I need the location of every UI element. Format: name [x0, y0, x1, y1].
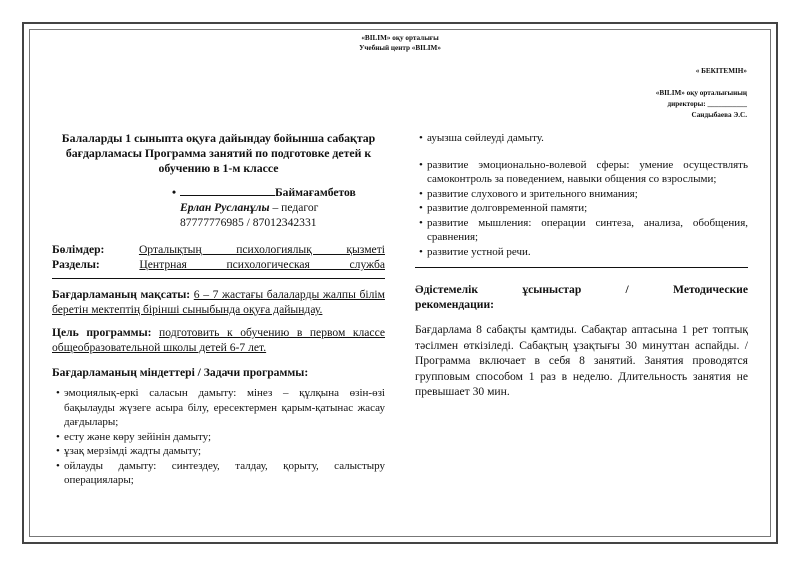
departments-ru-value: Центрная психологическая служба — [139, 258, 385, 271]
goal-kz-label: Бағдарламаның мақсаты: — [52, 288, 191, 301]
divider — [52, 278, 385, 279]
tasks-list-right-kz — [415, 131, 748, 146]
departments-ru-label: Разделы: — [52, 258, 100, 271]
list-item: • эмоциялық-еркі саласын дамыту: мінез – құлқына өзін-өзі бақылауды жүзеге асыра білу, ересектермен қарым-қатынас жасау дағдылары; — [52, 386, 385, 430]
list-item: • ойлауды дамыту: синтездеу, талдау, қорыту, салыстыру операциялары; — [52, 459, 385, 488]
goal-ru-value: подготовить к обучению в первом классе общеобразовательной школы детей 6-7 лет. — [52, 326, 385, 354]
departments-block — [52, 242, 385, 279]
left-column — [52, 131, 385, 488]
tasks-heading: Бағдарламаның міндеттері / Задачи программы: — [52, 366, 309, 379]
author-role: – педагог — [272, 201, 319, 214]
departments-kz-label: Бөлімдер: — [52, 243, 105, 256]
center-header-kz: «BILIM» оқу орталығы — [361, 34, 439, 42]
list-item: • ұзақ мерзімді жадты дамыту; — [52, 444, 385, 459]
program-title: Балаларды 1 сыныпта оқуға дайындау бойынша сабақтар бағдарламасы Программа занятий по подготовке детей к обучению в 1-м классе — [61, 131, 376, 175]
list-item: • развитие мышления: операции синтеза, анализа, обобщения, сравнения; — [415, 216, 748, 245]
list-item: • есту және көру зейінін дамыту; — [52, 430, 385, 445]
list-item: • развитие долговременной памяти; — [415, 201, 748, 216]
goal-kz-value: 6 – 7 жастағы балаларды жалпы білім беретін мектептің бірінші сыныбында оқуға дайындау. — [52, 288, 385, 316]
goal-kz-block — [52, 287, 385, 317]
list-item: • ауызша сөйлеуді дамыту. — [415, 131, 748, 146]
goal-ru-block — [52, 325, 385, 355]
author-block — [172, 185, 385, 230]
departments-kz-value: Орталықтың психологиялық қызметі — [138, 243, 385, 256]
signature-line — [180, 185, 275, 196]
methods-text: Бағдарлама 8 сабақты қамтиды. Сабақтар аптасына 1 рет топтық тәсілмен өткізіледі. Сабақтың ұзақтығы 30 минуттан аспайды. / Программа включает в себя 8 занятий. Занятия проводятся групповым способом 1 раз в неделю. Длительность занятия не превышает 30 мин. — [415, 323, 748, 398]
list-item: • развитие слухового и зрительного внимания; — [415, 187, 748, 202]
methods-heading-line2: рекомендации: — [415, 298, 494, 311]
goal-ru-label: Цель программы: — [52, 326, 152, 339]
list-item: • развитие устной речи. — [415, 245, 748, 260]
methods-heading-line1: Әдістемелік ұсыныстар / Методические — [415, 283, 748, 296]
author-phones: 87777776985 / 87012342331 — [180, 216, 317, 229]
right-column — [415, 131, 748, 400]
approval-stamp: « БЕКІТЕМІН» — [695, 67, 747, 75]
approval-org: «BILIM» оқу орталығының — [655, 89, 747, 97]
author-surname: Баймағамбетов — [275, 186, 356, 199]
tasks-list-left — [52, 386, 385, 488]
bullet-icon: • — [172, 186, 177, 199]
approval-director: директоры: ___________ — [667, 100, 747, 108]
author-name: Ерлан Русланұлы — [180, 201, 270, 214]
divider — [415, 267, 748, 268]
tasks-list-right-ru — [415, 158, 748, 260]
approval-name: Сандыбаева Э.С. — [691, 111, 747, 119]
center-header-ru: Учебный центр «BILIM» — [359, 44, 441, 52]
list-item: • развитие эмоционально-волевой сферы: умение осуществлять самоконтроль за поведением, навыки общения со взрослыми; — [415, 158, 748, 187]
